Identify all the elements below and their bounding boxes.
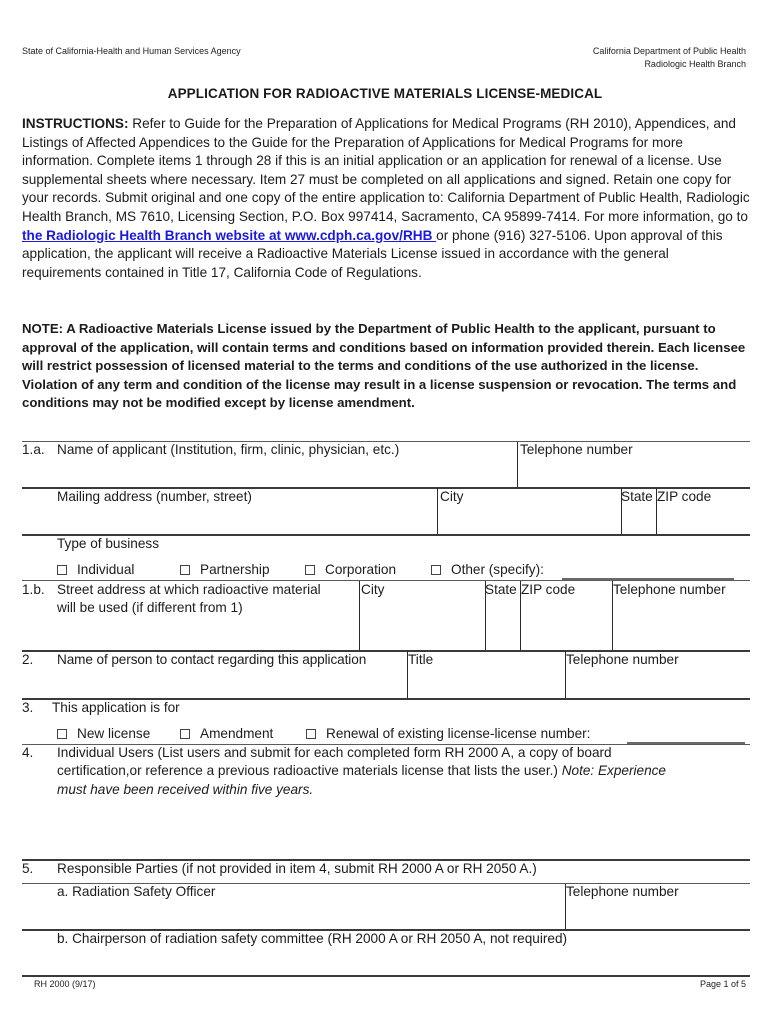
- contact-telephone-label: Telephone number: [566, 652, 679, 667]
- applicant-telephone-label: Telephone number: [520, 442, 633, 457]
- applicant-telephone-field[interactable]: [520, 460, 748, 486]
- use-street-address-field[interactable]: [57, 618, 357, 648]
- checkbox-icon[interactable]: [57, 565, 67, 575]
- instructions-label: INSTRUCTIONS:: [22, 116, 129, 131]
- experience-note: Note: Experience: [561, 763, 666, 778]
- use-zip-label: ZIP code: [521, 582, 576, 597]
- mailing-state-field[interactable]: [622, 507, 655, 533]
- use-city-field[interactable]: [361, 600, 483, 648]
- page-number: Page 1 of 5: [699, 979, 746, 989]
- item-4-number: 4.: [22, 745, 34, 760]
- individual-users-field[interactable]: [57, 800, 747, 856]
- option-label: Other (specify):: [451, 562, 544, 577]
- chairperson-label: b. Chairperson of radiation safety committee (RH 2000 A or RH 2050 A, not required): [57, 931, 568, 946]
- business-option-other[interactable]: [431, 562, 544, 577]
- mailing-city-label: City: [440, 489, 464, 504]
- instructions-text: Refer to Guide for the Preparation of Applications for Medical Programs (RH 2010), Appendices, and Listings of Affected Appendices to the Guide for the Preparation of Applications for Medical Programs for more information. Complete items 1 through 28 if this is an initial application or an application for renewal of a license. Use supplemental sheets where necessary. Item 27 must be completed on all applications and signed. Retain one copy for your records. Submit original and one copy of the entire application to: California Department of Public Health, Radiologic Health Branch, MS 7610, Licensing Section, P.O. Box 997414, Sacramento, CA 95899-7414. For more information, go to: [22, 116, 750, 224]
- checkbox-icon[interactable]: [180, 565, 190, 575]
- experience-note-line3: must have been received within five years.: [57, 782, 314, 797]
- item-1a-number: 1.a.: [22, 442, 45, 457]
- item-1b-number: 1.b.: [22, 582, 45, 597]
- mailing-address-field[interactable]: [57, 507, 437, 533]
- business-option-individual[interactable]: [57, 562, 134, 577]
- responsible-parties-label: Responsible Parties (if not provided in item 4, submit RH 2000 A or RH 2050 A.): [57, 861, 537, 876]
- applicant-name-label: Name of applicant (Institution, firm, clinic, physician, etc.): [57, 442, 400, 457]
- use-state-field[interactable]: [486, 600, 519, 648]
- option-label: Renewal of existing license-license number:: [326, 726, 591, 741]
- use-city-label: City: [361, 582, 385, 597]
- rso-telephone-field[interactable]: [567, 902, 748, 928]
- rso-field[interactable]: [57, 902, 562, 928]
- mailing-zip-label: ZIP code: [657, 489, 712, 504]
- contact-title-field[interactable]: [409, 670, 563, 696]
- individual-users-text: Individual Users (List users and submit for each completed form RH 2000 A, a copy of board: [57, 745, 612, 760]
- street-address-label: Street address at which radioactive material: [57, 582, 321, 597]
- form-id: RH 2000 (9/17): [34, 979, 96, 989]
- item-2-number: 2.: [22, 652, 34, 667]
- individual-users-text-line2: [57, 763, 666, 778]
- option-label: Amendment: [200, 726, 274, 741]
- option-label: Partnership: [200, 562, 270, 577]
- business-option-corporation[interactable]: [305, 562, 396, 577]
- divider: [517, 442, 518, 488]
- agency-name: State of California-Health and Human Services Agency: [22, 46, 241, 56]
- rso-label: a. Radiation Safety Officer: [57, 884, 216, 899]
- rso-telephone-label: Telephone number: [566, 884, 679, 899]
- use-zip-field[interactable]: [522, 600, 610, 648]
- use-state-label: State: [485, 582, 517, 597]
- applicant-name-field[interactable]: [57, 460, 517, 486]
- rhb-website-link[interactable]: the Radiologic Health Branch website at www.cdph.ca.gov/RHB: [22, 227, 437, 243]
- mailing-city-field[interactable]: [440, 507, 620, 533]
- contact-person-label: Name of person to contact regarding this application: [57, 652, 367, 667]
- checkbox-icon[interactable]: [306, 729, 316, 739]
- checkbox-icon[interactable]: [305, 565, 315, 575]
- divider: [22, 580, 750, 581]
- note-paragraph: NOTE: A Radioactive Materials License issued by the Department of Public Health to the applicant, pursuant to approval of the application, will contain terms and conditions based on information provided therein. Each licensee will restrict possession of licensed material to the terms and conditions of the use authorized in the license. Violation of any term and condition of the license may result in a license suspension or revocation. The terms and conditions may not be modified except by license amendment.: [22, 321, 746, 411]
- application-purpose-label: This application is for: [52, 700, 180, 715]
- contact-person-field[interactable]: [57, 670, 405, 696]
- form-title: APPLICATION FOR RADIOACTIVE MATERIALS LICENSE-MEDICAL: [167, 86, 603, 101]
- branch-name: Radiologic Health Branch: [644, 59, 746, 69]
- divider: [437, 488, 438, 534]
- chairperson-field[interactable]: [57, 950, 747, 970]
- department-name: California Department of Public Health: [592, 46, 746, 56]
- contact-telephone-field[interactable]: [567, 670, 748, 696]
- option-label: New license: [77, 726, 151, 741]
- mailing-state-label: State: [621, 489, 653, 504]
- option-label: Corporation: [325, 562, 397, 577]
- business-type-label: Type of business: [57, 536, 160, 551]
- footer-divider: [22, 975, 750, 977]
- instructions-text-end: or phone (916) 327-5106. Upon approval of this application, the applicant will receive a Radioactive Materials License issued in accordance with the general requirements contained in Title 17, California Code of Regulations.: [22, 227, 723, 280]
- text-segment: certification,or reference a previous radioactive materials license that lists the user.): [57, 763, 562, 778]
- divider: [359, 581, 360, 651]
- checkbox-icon[interactable]: [180, 729, 190, 739]
- purpose-option-amendment[interactable]: [180, 726, 273, 741]
- purpose-option-renewal[interactable]: [306, 726, 590, 741]
- checkbox-icon[interactable]: [57, 729, 67, 739]
- item-3-number: 3.: [22, 700, 34, 715]
- mailing-address-label: Mailing address (number, street): [57, 489, 252, 504]
- checkbox-icon[interactable]: [431, 565, 441, 575]
- mailing-zip-field[interactable]: [658, 507, 748, 533]
- street-address-label-line2: will be used (if different from 1): [57, 600, 243, 615]
- use-telephone-field[interactable]: [614, 600, 748, 648]
- business-option-partnership[interactable]: [180, 562, 270, 577]
- item-5-number: 5.: [22, 861, 34, 876]
- contact-title-label: Title: [408, 652, 434, 667]
- purpose-option-new-license[interactable]: [57, 726, 150, 741]
- option-label: Individual: [77, 562, 135, 577]
- use-telephone-label: Telephone number: [613, 582, 726, 597]
- instructions-paragraph: [22, 115, 750, 282]
